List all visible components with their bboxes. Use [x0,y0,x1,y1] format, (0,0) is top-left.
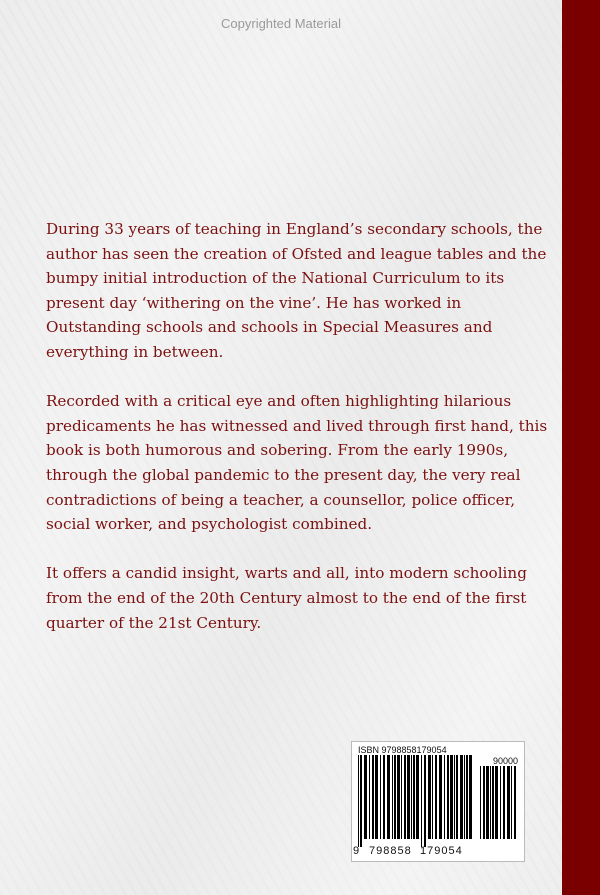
barcode-bar [372,755,374,839]
barcode-bar [416,755,419,839]
barcode-bar [358,755,359,847]
barcode-bar [428,755,431,839]
barcode-bar [380,755,381,839]
barcode-bar [435,755,437,839]
price-code: 90000 [492,756,518,766]
barcode-bar [369,755,370,839]
barcode-bar [447,755,449,839]
barcode-bar [397,755,400,839]
barcode-bar [492,766,494,839]
barcode-bar [460,755,463,839]
barcode-bar [483,766,485,839]
spine-band [562,0,600,895]
barcode-bar [383,755,385,839]
barcode-bar [421,755,422,847]
barcode-bar [360,755,362,847]
barcode-bar [456,755,458,839]
barcode-bar [490,766,491,839]
barcode-bar [464,755,465,839]
barcode-left-digits: 798858 [369,845,412,857]
barcode-bar [511,766,512,839]
barcode-bar [413,755,415,839]
barcode-bar [514,766,516,839]
barcode-right-digits: 179054 [420,845,463,857]
isbn-barcode [351,741,525,862]
barcode-bar [466,755,468,839]
barcode-bar [439,755,442,839]
barcode-bar [495,766,498,839]
isbn-label: ISBN 9798858179054 [358,745,447,755]
barcode-bar [500,766,501,839]
barcode-bar [507,766,510,839]
blurb-paragraph-1: During 33 years of teaching in England’s secondary schools, the author has seen the creation of Ofsted and league tables and the bumpy initial introduction of the National Curriculum to its present day ‘withering on the vine’. He has worked in Outstanding schools and schools in Special Measures and everything in between. [46,220,547,361]
barcode-bar [404,755,406,839]
barcode-bar [375,755,378,839]
ean-barcode-bars [358,755,474,847]
barcode-bar [444,755,445,839]
barcode-bar [486,766,489,839]
blurb-paragraph-3: It offers a candid insight, warts and all, into modern schooling from the end of the 20th Century almost to the end of the first quarter of the 21st Century. [46,564,527,632]
blurb-text [46,217,558,660]
barcode-bar [394,755,396,839]
barcode-bar [411,755,412,839]
barcode-bar [387,755,390,839]
barcode-bar [432,755,433,839]
barcode-bar [407,755,410,839]
barcode-bar [424,755,426,847]
copyright-watermark: Copyrighted Material [221,16,341,31]
barcode-bar [450,755,453,839]
barcode-bar [480,766,481,839]
barcode-bar [392,755,393,839]
barcode-bar [503,766,505,839]
barcode-bar [401,755,402,839]
barcode-lead-digit: 9 [353,845,360,857]
barcode-bar [364,755,367,839]
blurb-paragraph-2: Recorded with a critical eye and often highlighting hilarious predicaments he has witnessed and lived through first hand, this book is both humorous and sobering. From the early 1990s, through the global pandemic to the present day, the very real contradictions of being a teacher, a counsellor, police officer, social worker, and psychologist combined. [46,392,548,534]
barcode-bar [454,755,455,839]
barcode-bar [469,755,472,839]
addon-barcode-bars [480,766,520,847]
